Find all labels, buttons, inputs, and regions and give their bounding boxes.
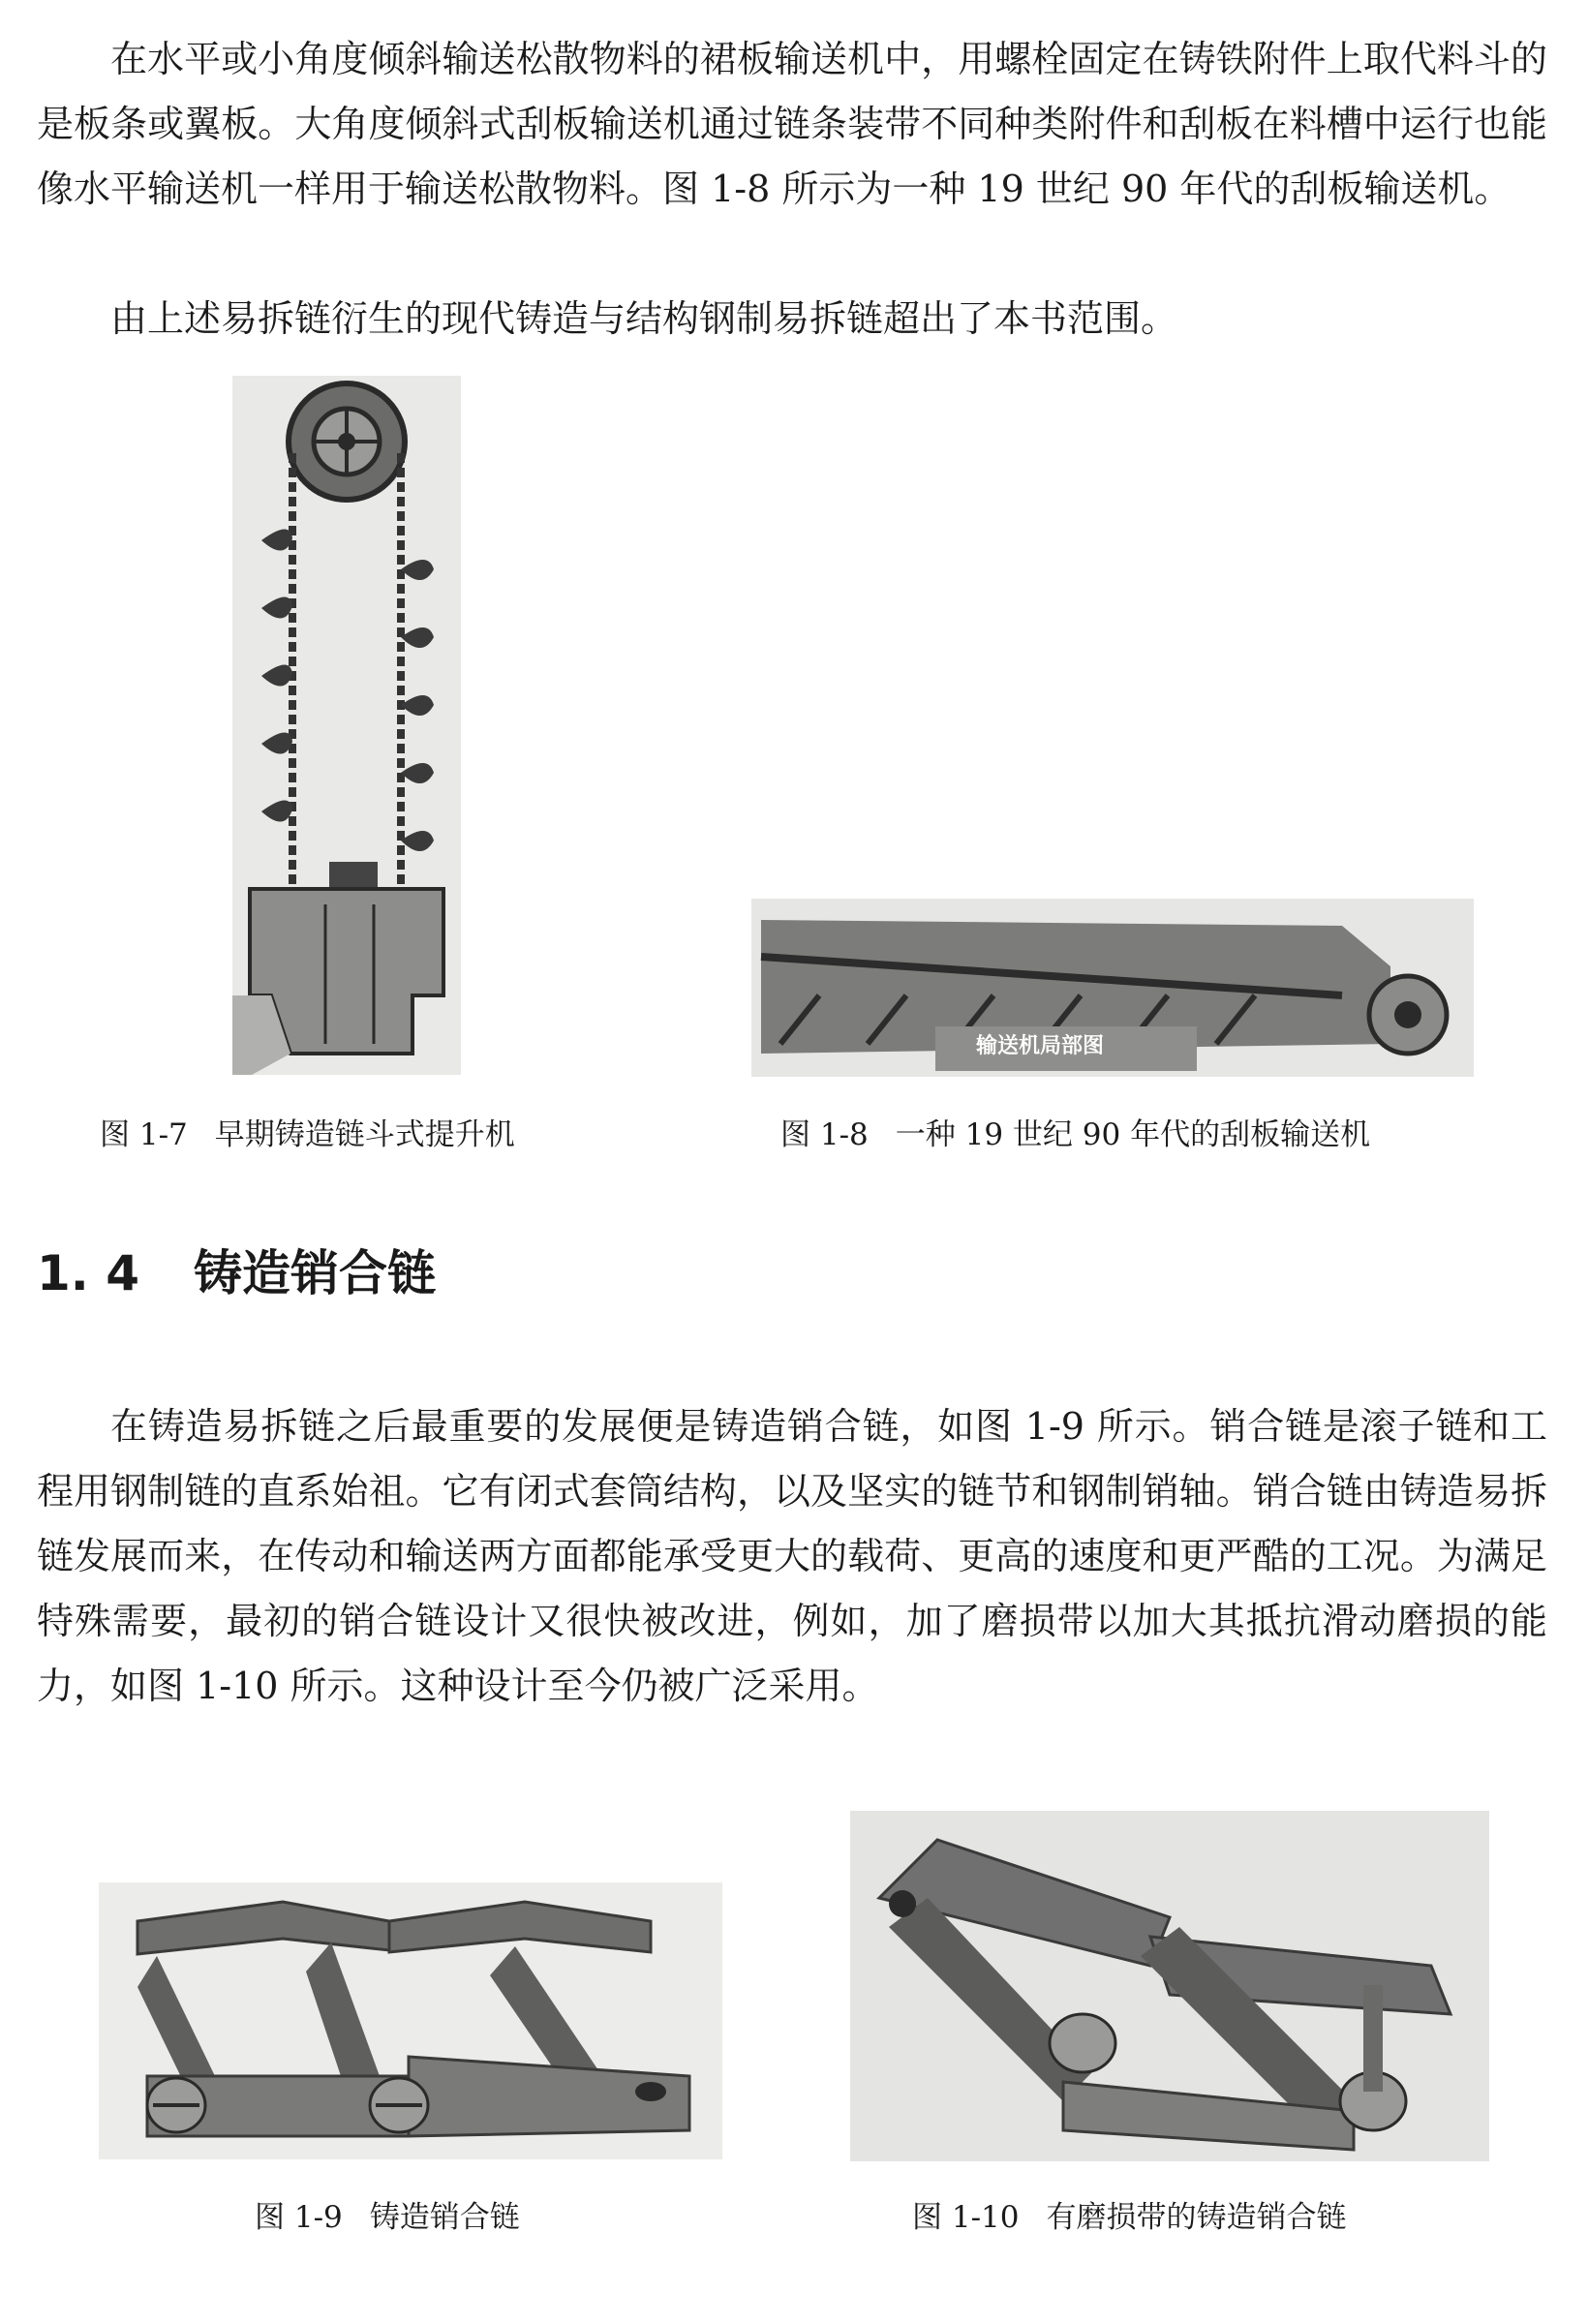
figure-1-7-caption <box>100 1116 515 1154</box>
figure-1-7-image <box>232 376 461 1075</box>
section-number: 1. 4 <box>37 1245 139 1301</box>
section-heading <box>37 1242 436 1304</box>
section-title: 铸造销合链 <box>193 1245 436 1301</box>
figure-1-10-number: 图 1-10 <box>912 2200 1020 2235</box>
paragraph-1: 在水平或小角度倾斜输送松散物料的裙板输送机中，用螺栓固定在铸铁附件上取代料斗的是板条或翼板。大角度倾斜式刮板输送机通过链条装带不同种类附件和刮板在料槽中运行也能像水平输送机一样用于输送松散物料。图 1-8 所示为一种 19 世纪 90 年代的刮板输送机。 <box>37 38 1547 210</box>
figure-1-10-caption <box>912 2198 1347 2237</box>
figure-1-8-title: 一种 19 世纪 90 年代的刮板输送机 <box>895 1117 1371 1152</box>
figure-1-8-caption <box>780 1116 1370 1154</box>
figure-1-9-title: 铸造销合链 <box>369 2200 520 2235</box>
figure-1-7-title: 早期铸造链斗式提升机 <box>214 1117 515 1152</box>
figure-1-10-image <box>850 1811 1489 2161</box>
figure-1-9-image <box>99 1882 722 2159</box>
paragraph-3: 在铸造易拆链之后最重要的发展便是铸造销合链，如图 1-9 所示。销合链是滚子链和工程用钢制链的直系始祖。它有闭式套筒结构，以及坚实的链节和钢制销轴。销合链由铸造易拆链发展而来，在传动和输送两方面都能承受更大的载荷、更高的速度和更严酷的工况。为满足特殊需要，最初的销合链设计又很快被改进，例如，加了磨损带以加大其抵抗滑动磨损的能力，如图 1-10 所示。这种设计至今仍被广泛采用。 <box>37 1405 1547 1707</box>
figure-1-8-inset-label: 输送机局部图 <box>976 1034 1105 1058</box>
figure-1-10-title: 有磨损带的铸造销合链 <box>1046 2200 1347 2235</box>
figure-1-7-number: 图 1-7 <box>100 1117 188 1152</box>
figure-1-8-image <box>751 899 1474 1077</box>
paragraph-2: 由上述易拆链衍生的现代铸造与结构钢制易拆链超出了本书范围。 <box>110 297 1178 340</box>
figure-1-8-number: 图 1-8 <box>780 1117 869 1152</box>
figure-1-9-caption <box>255 2198 520 2237</box>
figure-1-9-number: 图 1-9 <box>255 2200 343 2235</box>
